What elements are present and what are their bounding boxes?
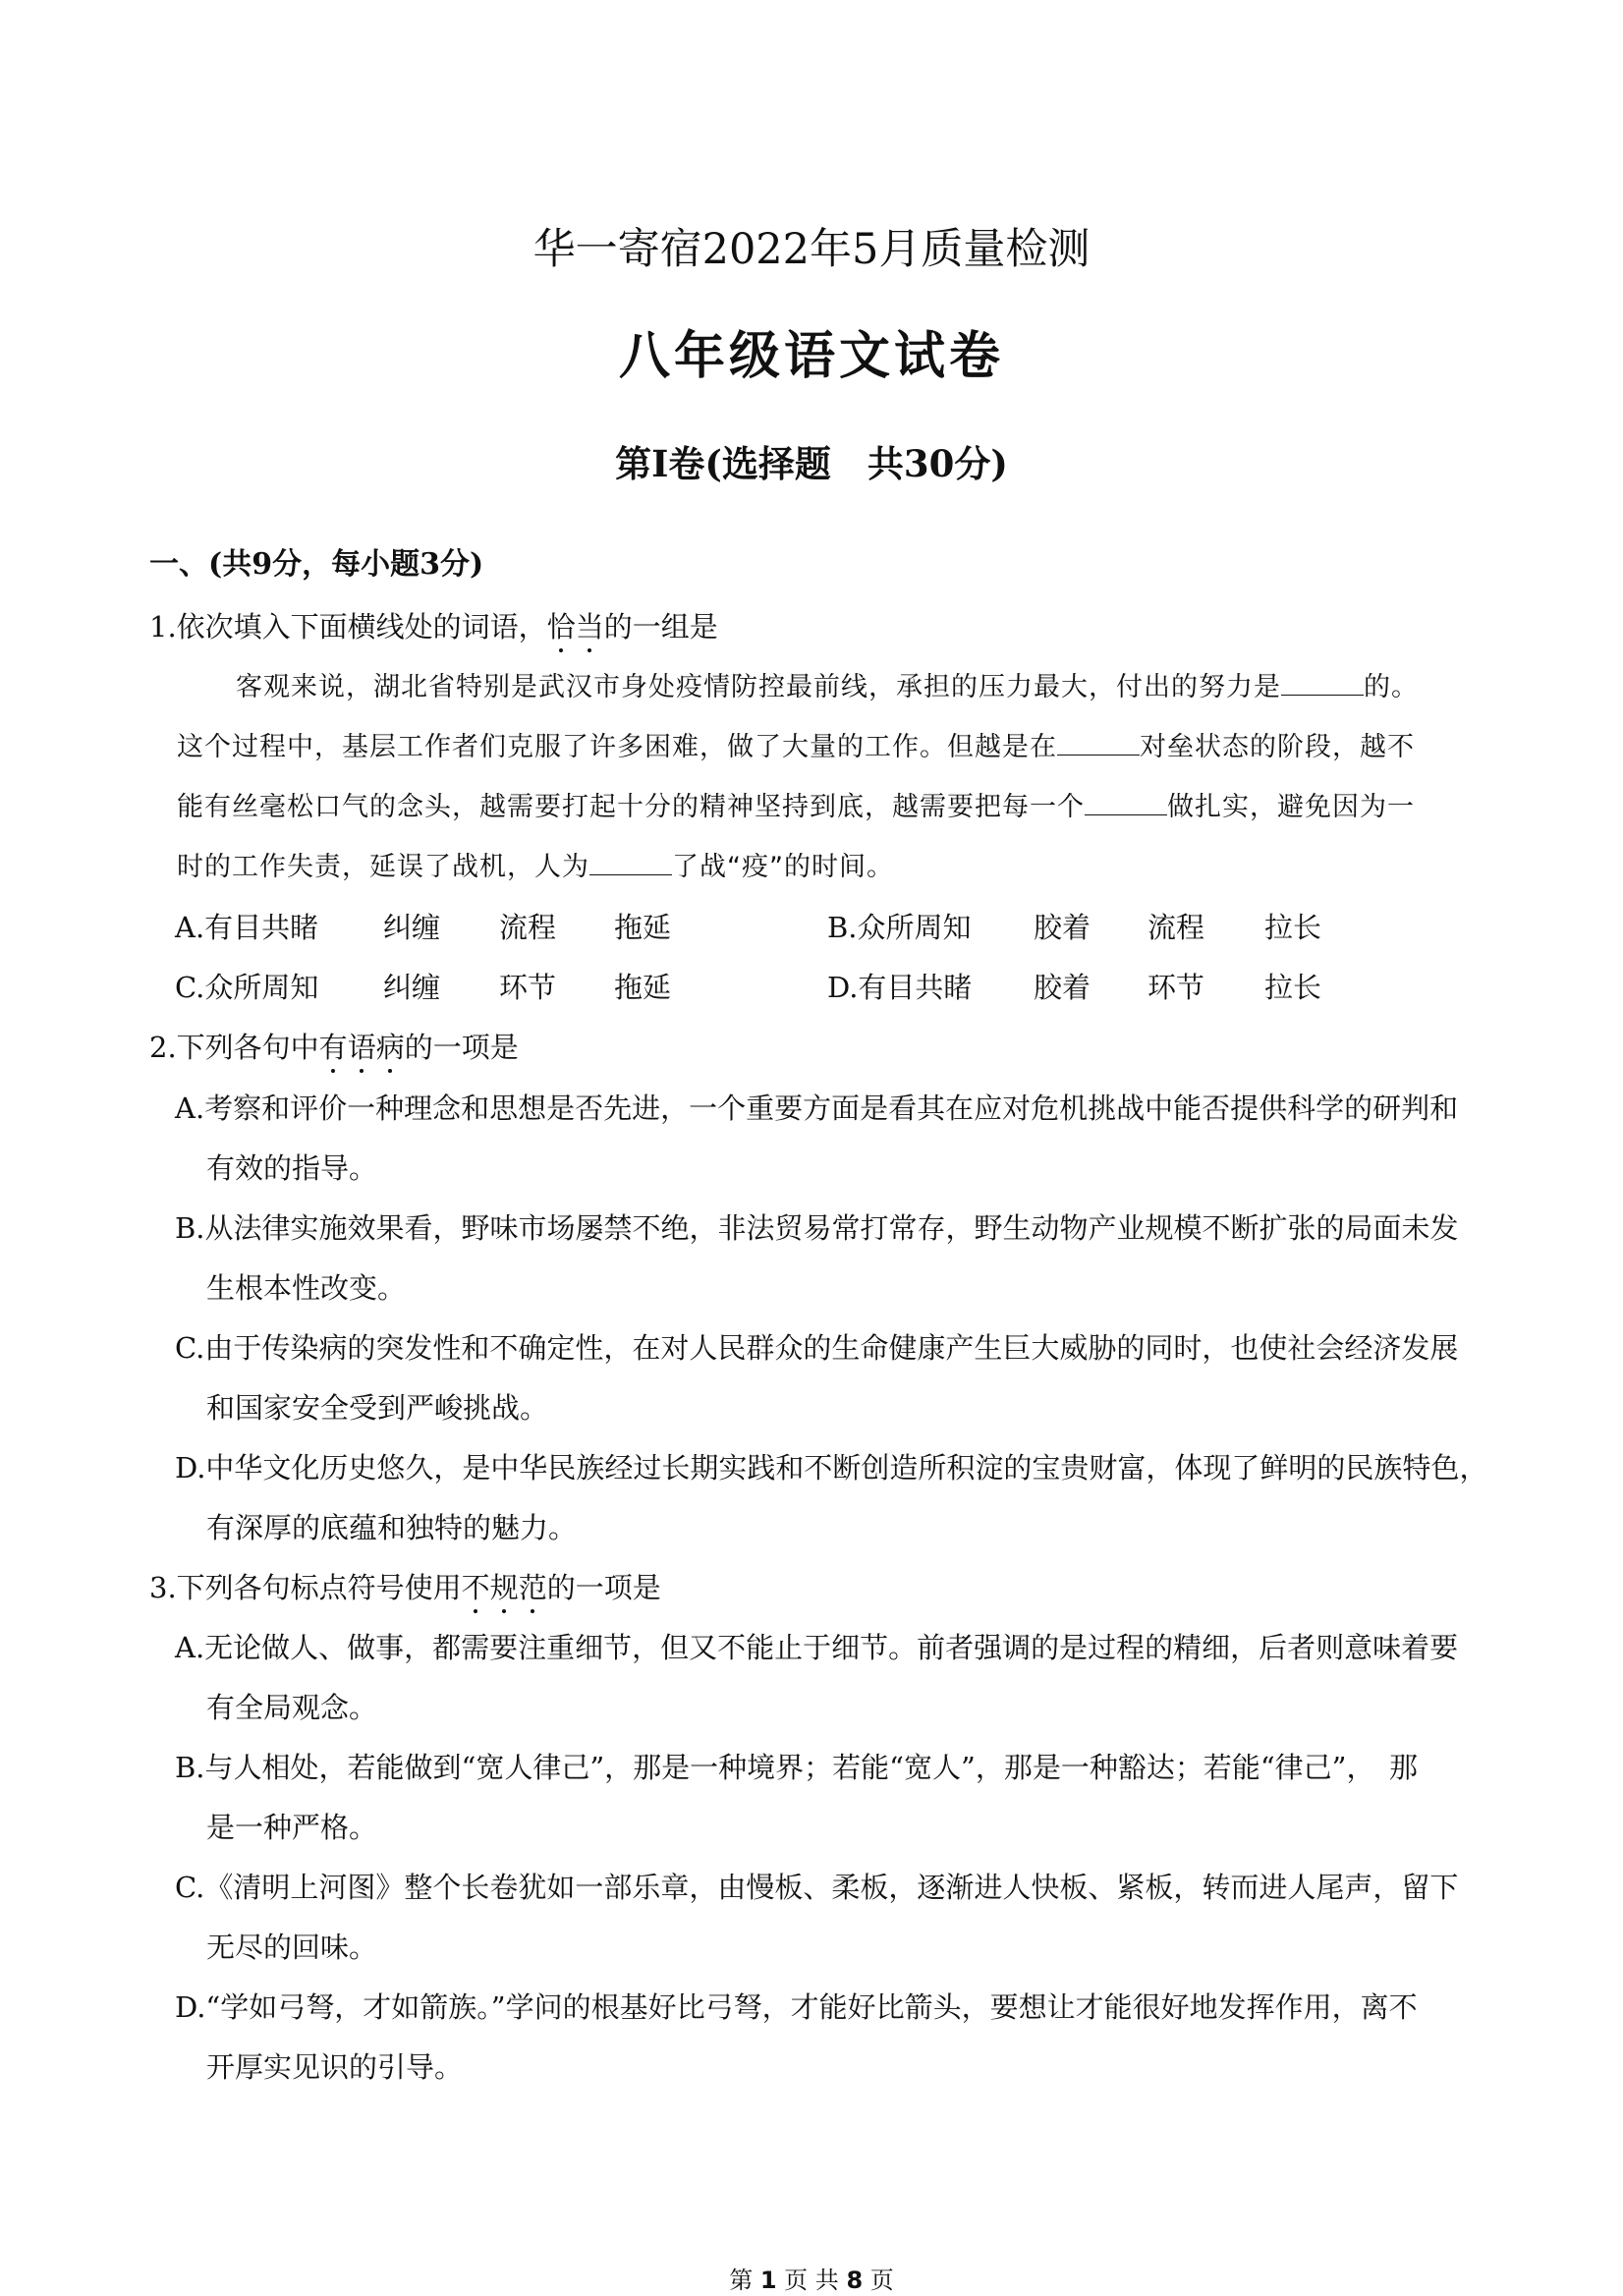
passage-text: 了战“疫”的时间。	[672, 852, 894, 882]
passage-text: 客观来说，湖北省特别是武汉市身处疫情防控最前线，承担的压力最大，付出的努力是	[236, 672, 1281, 702]
option-d-label: D.有目共睹	[827, 971, 973, 1004]
paper-title: 八年级语文试卷	[618, 326, 1004, 386]
question-3-stem-text: 的一项是	[546, 1571, 661, 1604]
fill-blank	[1085, 791, 1167, 815]
passage-line	[177, 788, 1415, 827]
option-c-line1: C.《清明上河图》整个长卷犹如一部乐章，由慢板、柔板，逐渐进人快板、紧板，转而进人尾声，留下	[175, 1871, 1459, 1904]
question-1-stem-text: 1.依次填入下面横线处的词语，	[149, 610, 547, 644]
option-b-word: 流程	[1147, 911, 1205, 944]
option-a-word: 流程	[499, 911, 557, 944]
option-a-word: 拖延	[614, 911, 672, 944]
option-a-line2: 有效的指导。	[206, 1151, 378, 1185]
emphasis-mark: 有	[319, 1028, 348, 1067]
fill-blank	[1281, 671, 1364, 696]
passage-text: 这个过程中，基层工作者们克服了许多困难，做了大量的工作。但越是在	[177, 732, 1057, 762]
option-c-line2: 无尽的回味。	[206, 1931, 378, 1964]
passage-line	[177, 728, 1415, 767]
option-c-line2: 和国家安全受到严峻挑战。	[206, 1391, 549, 1425]
passage-text: 的。	[1364, 672, 1419, 702]
page-footer	[0, 2266, 1623, 2295]
volume-title: 第Ⅰ卷(选择题 共30分)	[615, 442, 1008, 485]
option-d-word: 胶着	[1034, 971, 1091, 1004]
emphasis-mark: 不	[462, 1568, 490, 1607]
option-b-word: 拉长	[1264, 911, 1322, 944]
option-b-word: 胶着	[1034, 911, 1091, 944]
passage-line	[236, 668, 1419, 707]
total-pages: 8	[846, 2267, 864, 2294]
emphasis-mark: 恰	[547, 607, 576, 646]
option-d-line2: 开厚实见识的引导。	[206, 2050, 464, 2084]
option-b-label: B.众所周知	[827, 911, 972, 944]
option-b-line2: 是一种严格。	[206, 1811, 378, 1844]
option-a-label: A.有目共睹	[175, 911, 319, 944]
option-d-line2: 有深厚的底蕴和独特的魅力。	[206, 1511, 578, 1544]
option-c-word: 拖延	[614, 971, 672, 1004]
option-a-word: 纠缠	[383, 911, 441, 944]
footer-text: 页 共	[784, 2267, 839, 2294]
question-2-stem	[149, 1028, 519, 1067]
question-2-stem-text: 2.下列各句中	[149, 1031, 319, 1064]
emphasis-mark: 规	[490, 1568, 519, 1607]
option-d-line1: D.“学如弓弩，才如箭族。”学问的根基好比弓弩，才能好比箭头，要想让才能很好地发挥作用，离不	[175, 1990, 1418, 2024]
option-b-line1: B.与人相处，若能做到“宽人律己”，那是一种境界；若能“宽人”，那是一种豁达；若能“律己”， 那	[175, 1751, 1418, 1784]
option-c-word: 纠缠	[383, 971, 441, 1004]
option-c-line1: C.由于传染病的突发性和不确定性，在对人民群众的生命健康产生巨大威胁的同时，也使社会经济发展	[175, 1331, 1459, 1365]
option-a-line1: A.无论做人、做事，都需要注重细节，但又不能止于细节。前者强调的是过程的精细，后者则意味着要	[175, 1631, 1459, 1664]
footer-text: 第	[729, 2267, 754, 2294]
exam-name: 华一寄宿2022年5月质量检测	[532, 225, 1091, 274]
passage-line	[177, 848, 894, 887]
passage-text: 对垒状态的阶段，越不	[1140, 732, 1415, 762]
question-3-stem	[149, 1568, 661, 1607]
emphasis-mark: 病	[376, 1028, 405, 1067]
option-c-word: 环节	[499, 971, 557, 1004]
question-1-stem	[149, 607, 718, 646]
option-c-label: C.众所周知	[175, 971, 319, 1004]
option-d-word: 环节	[1147, 971, 1205, 1004]
option-b-line1: B.从法律实施效果看，野味市场屡禁不绝，非法贸易常打常存，野生动物产业规模不断扩张的局面未发	[175, 1211, 1459, 1245]
passage-text: 做扎实，避免因为一	[1167, 792, 1415, 822]
fill-blank	[589, 851, 672, 875]
fill-blank	[1057, 731, 1140, 756]
question-1-stem-text: 的一组是	[603, 610, 718, 644]
question-3-stem-text: 3.下列各句标点符号使用	[149, 1571, 462, 1604]
option-a-line1: A.考察和评价一种理念和思想是否先进，一个重要方面是看其在应对危机挑战中能否提供科学的研判和	[175, 1092, 1459, 1125]
option-d-word: 拉长	[1264, 971, 1322, 1004]
question-2-stem-text: 的一项是	[404, 1031, 519, 1064]
passage-text: 时的工作失责，延误了战机，人为	[177, 852, 589, 882]
emphasis-mark: 范	[519, 1568, 547, 1607]
section-heading: 一、(共9分，每小题3分)	[149, 547, 484, 582]
emphasis-mark: 语	[348, 1028, 376, 1067]
passage-text: 能有丝毫松口气的念头，越需要打起十分的精神坚持到底，越需要把每一个	[177, 792, 1085, 822]
footer-text: 页	[869, 2267, 894, 2294]
page-number: 1	[759, 2267, 777, 2294]
emphasis-mark: 当	[576, 607, 604, 646]
option-b-line2: 生根本性改变。	[206, 1271, 407, 1305]
option-d-line1: D.中华文化历史悠久，是中华民族经过长期实践和不断创造所积淀的宝贵财富，体现了鲜明的民族特色，	[175, 1451, 1488, 1484]
option-a-line2: 有全局观念。	[206, 1691, 378, 1724]
